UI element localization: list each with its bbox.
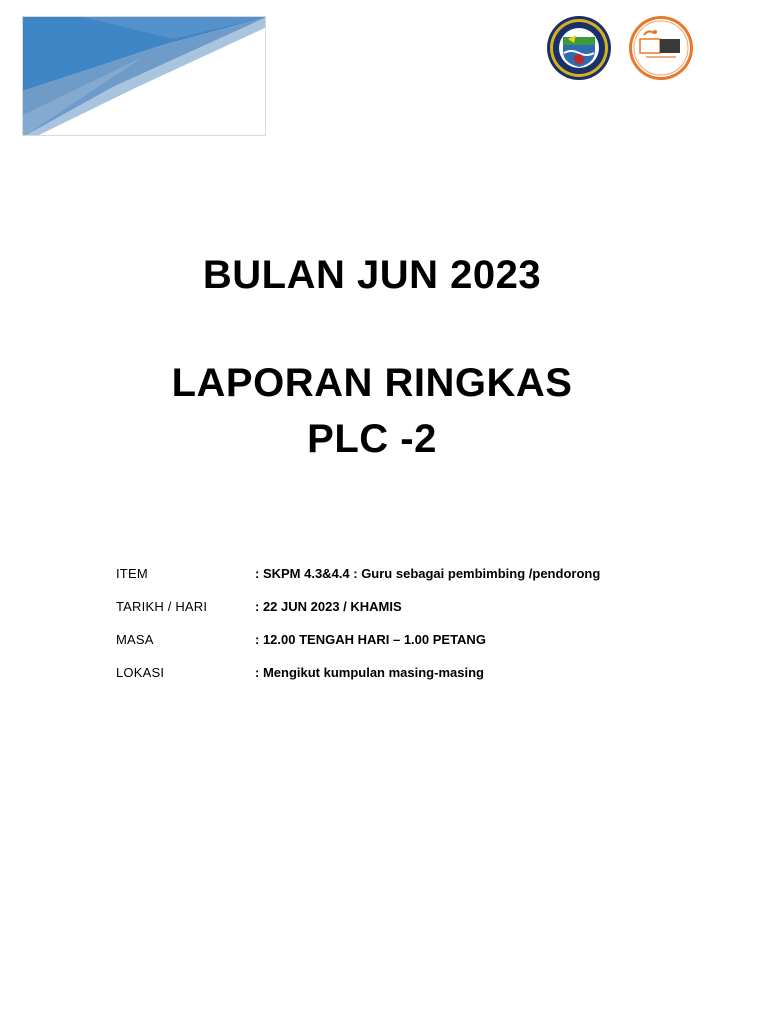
details-list [116, 566, 716, 698]
detail-value: : Mengikut kumpulan masing-masing [255, 665, 484, 680]
header-logos [546, 15, 696, 81]
school-crest-logo [546, 15, 612, 81]
detail-row-date [116, 599, 716, 632]
corner-banner-graphic [22, 16, 266, 136]
detail-value: : SKPM 4.3&4.4 : Guru sebagai pembimbing /pendorong [255, 566, 601, 581]
detail-row-location [116, 665, 716, 698]
detail-label: LOKASI [116, 665, 165, 680]
detail-row-item [116, 566, 716, 599]
title-month: BULAN JUN 2023 [202, 253, 542, 297]
detail-value: : 22 JUN 2023 / KHAMIS [255, 599, 402, 614]
title-plc: PLC -2 [307, 417, 437, 461]
title-report: LAPORAN RINGKAS [171, 361, 573, 405]
detail-label: TARIKH / HARI [116, 599, 208, 614]
detail-label: MASA [116, 632, 154, 647]
detail-value: : 12.00 TENGAH HARI – 1.00 PETANG [255, 632, 486, 647]
leaped-logo [628, 15, 694, 81]
detail-row-time [116, 632, 716, 665]
detail-label: ITEM [116, 566, 148, 581]
